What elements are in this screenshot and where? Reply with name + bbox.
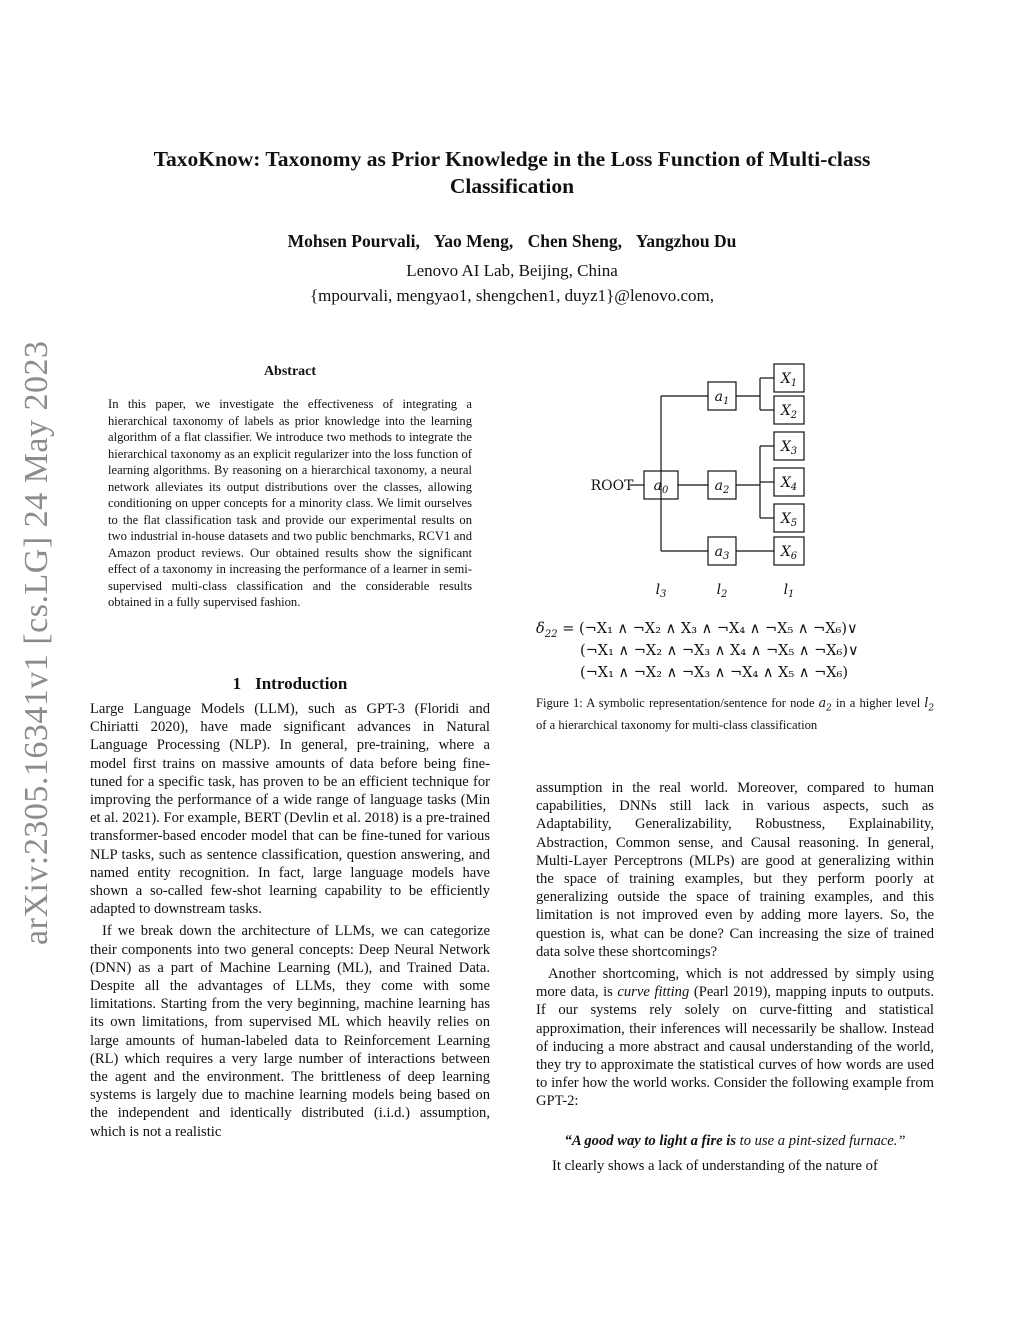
affiliation: Lenovo AI Lab, Beijing, China <box>406 261 618 280</box>
level-label-l3: $l_3$ <box>655 582 667 600</box>
leaf-x1: $X_1$ <box>780 371 798 389</box>
node-a1: $a_1$ <box>714 389 730 407</box>
node-a3: $a_3$ <box>714 544 730 562</box>
author-list: Mohsen Pourvali, Yao Meng, Chen Sheng, Yangzhou Du <box>287 231 737 251</box>
root-label: ROOT <box>590 478 634 494</box>
paragraph: It clearly shows a lack of understanding of the nature of <box>552 1158 878 1174</box>
level-label-l1: $l_1$ <box>783 582 795 600</box>
abstract-text: In this paper, we investigate the effectiveness of integrating a hierarchical taxonomy of labels as prior knowledge into the learning algorithm of a flat classifier. We introduce two methods to integrate the hierarchical taxonomy as an explicit regularizer into the loss function of learning algorithms. By reasoning on a hierarchical taxonomy, a neural network alleviates its output distributions over the classes, allowing conditioning on upper concepts for a minority class. We limit ourselves to the flat classification task and provide our experimental results on two industrial in-house datasets and two public benchmarks, RCV1 and Amazon product reviews. Our obtained results show the significant effect of a taxonomy in increasing the performance of a learner in semi-supervised multi-class classification and the considerable results obtained in a fully supervised fashion. <box>108 397 472 609</box>
section-title: Introduction <box>255 674 348 693</box>
section-heading <box>90 674 490 694</box>
logic-equation <box>536 618 859 684</box>
node-a2: $a_2$ <box>714 478 730 496</box>
leaf-x2: $X_2$ <box>780 403 798 421</box>
right-column-body <box>536 779 934 1111</box>
level-label-l2: $l_2$ <box>716 582 728 600</box>
taxonomy-figure <box>536 350 826 610</box>
leaf-x5: $X_5$ <box>780 511 798 529</box>
paragraph: If we break down the architecture of LLMs, we can categorize their components into two general concepts: Deep Neural Network (DNN) as a part of Machine Learning (ML), and Trained Data. Despite all the advantages of LLMs, they come with some limitations. Starting from the very beginning, machine learning has its own limitations, from supervised ML which heavily relies on large amounts of human-labeled data to Reinforcement Learning (RL) which requires a very large number of interactions between the agent and the environment. The brittleness of deep learning systems is largely due to machine learning models being based on the independent and identically distributed (i.i.d.) assumption, which is not a realistic <box>90 923 490 1140</box>
author: Yangzhou Du <box>635 231 737 251</box>
author: Chen Sheng <box>527 231 618 251</box>
author-emails: {mpourvali, mengyao1, shengchen1, duyz1}@lenovo.com, <box>310 286 714 305</box>
equation-line: (¬X₁ ∧ ¬X₂ ∧ ¬X₃ ∧ X₄ ∧ ¬X₅ ∧ ¬X₆)∨ <box>580 643 859 659</box>
leaf-x6: $X_6$ <box>780 544 798 562</box>
paragraph: Another shortcoming, which is not addressed by simply using more data, is curve fitting (Pearl 2019), mapping inputs to outputs. If our systems rely solely on curve-fitting and statistical approximation, their inferences will necessarily be shallow. Instead of inducing a more abstract and causal understanding of the world, they try to approximate the statistical curves of how words are used to infer how the world works. Consider the following example from GPT-2: <box>536 966 934 1110</box>
equation-line: $\delta_{22}$ = (¬X₁ ∧ ¬X₂ ∧ X₃ ∧ ¬X₄ ∧ ¬X₅ ∧ ¬X₆)∨ <box>536 621 858 640</box>
gpt2-quote: “A good way to light a fire is to use a pint-sized furnace.” <box>564 1133 906 1149</box>
figure-caption: Figure 1: A symbolic representation/sentence for node $a_2$ in a higher level $l_2$ of a hierarchical taxonomy for multi-class classification <box>536 695 934 732</box>
author: Mohsen Pourvali <box>287 231 416 251</box>
leaf-x3: $X_3$ <box>780 439 798 457</box>
arxiv-identifier: arXiv:2305.16341v1 [cs.LG] 24 May 2023 <box>18 340 55 945</box>
equation-lhs: $\delta_{22}$ <box>536 621 558 640</box>
paragraph: Large Language Models (LLM), such as GPT-3 (Floridi and Chiriatti 2020), have made significant advances in Natural Language Processing (NLP). In general, pre-training, where a model first trains on massive amounts of data before being fine-tuned for a specific task, has proven to be an efficient technique for improving the performance of a wide range of language tasks (Min et al. 2021). For example, BERT (Devlin et al. 2018) is a pre-trained transformer-based encoder model that can be fine-tuned for various NLP tasks, such as sentence classification, question answering, and named entity recognition. In fact, large language models have shown a so-called few-shot learning capability to be efficiently adapted to downstream tasks. <box>90 701 490 918</box>
leaf-x4: $X_4$ <box>780 475 798 493</box>
node-a0: $a_0$ <box>653 478 669 496</box>
paper-title: TaxoKnow: Taxonomy as Prior Knowledge in the Loss Function of Multi-class Classification <box>153 147 871 198</box>
left-column-body <box>90 700 490 1141</box>
abstract-heading: Abstract <box>263 364 317 379</box>
paragraph: assumption in the real world. Moreover, compared to human capabilities, DNNs still lack in various aspects, such as Adaptability, Generalizability, Robustness, Explainability, Abstraction, Common sense, and Causal reasoning. In general, Multi-Layer Perceptrons (MLPs) are good at generalizing within the space of training examples, but they perform poorly at generalizing outside the space of training examples, and this limitation is not improved even by adding more layers. So, the question is, what can be done? Can increasing the size of trained data solve these shortcomings? <box>536 780 934 960</box>
section-number: 1 <box>232 674 242 693</box>
author: Yao Meng <box>433 231 509 251</box>
equation-line: (¬X₁ ∧ ¬X₂ ∧ ¬X₃ ∧ ¬X₄ ∧ X₅ ∧ ¬X₆) <box>580 665 849 681</box>
